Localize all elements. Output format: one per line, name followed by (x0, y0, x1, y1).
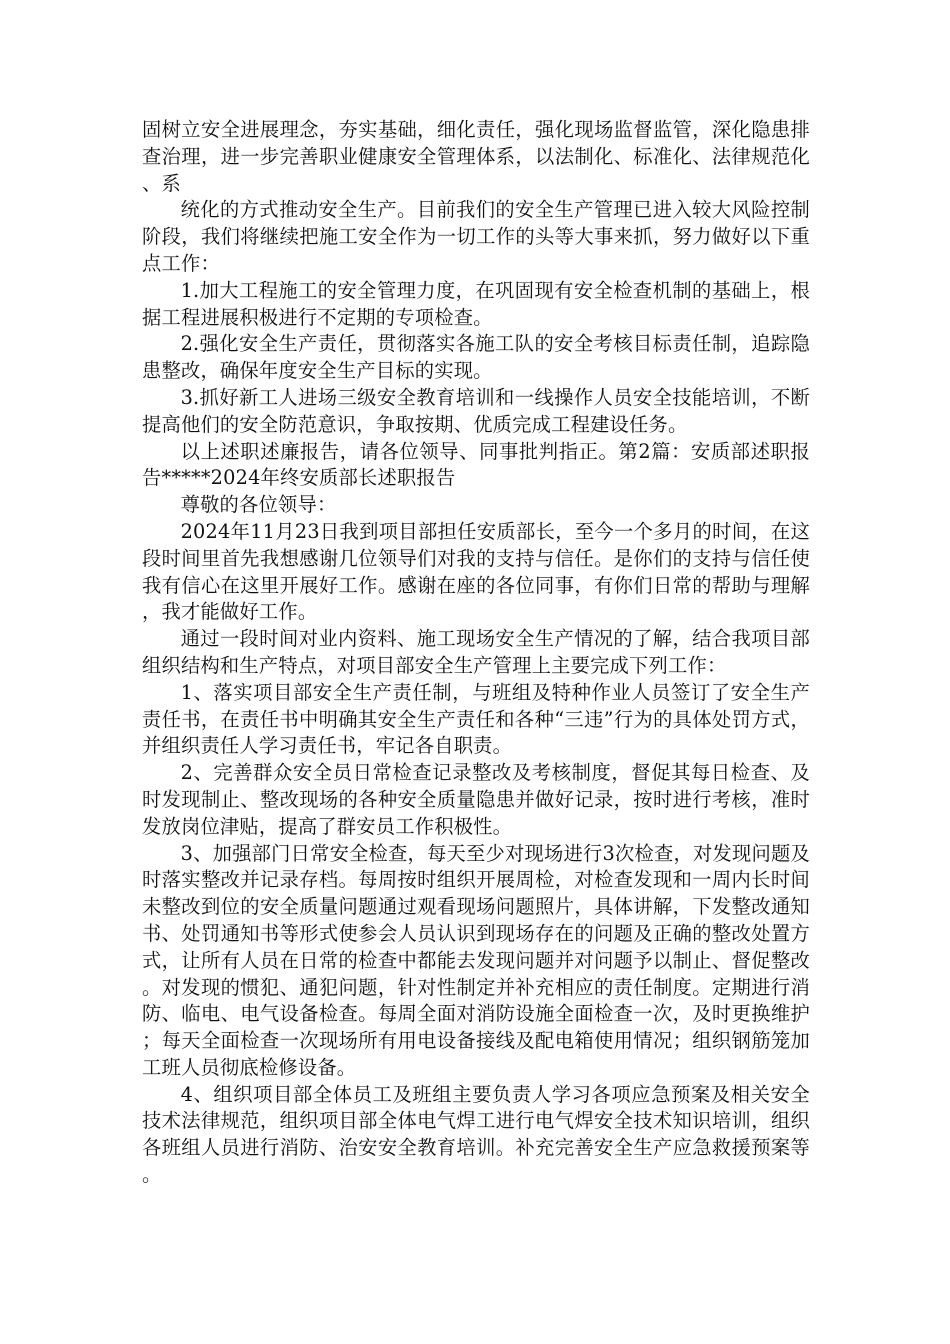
paragraph-1: 固树立安全进展理念，夯实基础，细化责任，强化现场监督监管，深化隐患排查治理，进一步完善职业健康安全管理体系，以法制化、标准化、法律规范化、系 (142, 118, 810, 195)
paragraph-3: 1.加大工程施工的安全管理力度，在巩固现有安全检查机制的基础上，根据工程进展积极进行不定期的专项检查。 (142, 278, 810, 329)
paragraph-12: 3、加强部门日常安全检查，每天至少对现场进行3次检查，对发现问题及时落实整改并记录存档。每周按时组织开展周检，对检查发现和一周内长时间未整改到位的安全质量问题通过观看现场问题照片，具体讲解，下发整改通知书、处罚通知书等形式使参会人员认识到现场存在的问题及正确的整改处置方式，让所有人员在日常的检查中都能去发现问题并对问题予以制止、督促整改。对发现的惯犯、通犯问题，针对性制定并补充相应的责任制度。定期进行消防、临电、电气设备检查。每周全面对消防设施全面检查一次，及时更换维护；每天全面检查一次现场所有用电设备接线及配电箱使用情况；组织钢筋笼加工班人员彻底检修设备。 (142, 841, 810, 1079)
paragraph-6: 以上述职述廉报告，请各位领导、同事批判指正。第2篇：安质部述职报告*****2024年终安质部长述职报告 (142, 439, 810, 490)
paragraph-9: 通过一段时间对业内资料、施工现场安全生产情况的了解，结合我项目部组织结构和生产特点，对项目部安全生产管理上主要完成下列工作： (142, 627, 810, 677)
document-body (142, 117, 810, 1189)
paragraph-8: 2024年11月23日我到项目部担任安质部长，至今一个多月的时间，在这段时间里首先我想感谢几位领导们对我的支持与信任。是你们的支持与信任使我有信心在这里开展好工作。感谢在座的各位同事，有你们日常的帮助与理解，我才能做好工作。 (142, 519, 810, 624)
paragraph-5: 3.抓好新工人进场三级安全教育培训和一线操作人员安全技能培训，不断提高他们的安全防范意识，争取按期、优质完成工程建设任务。 (142, 385, 810, 436)
paragraph-13: 4、组织项目部全体员工及班组主要负责人学习各项应急预案及相关安全技术法律规范，组织项目部全体电气焊工进行电气焊安全技术知识培训，组织各班组人员进行消防、治安安全教育培训。补充完善安全生产应急救援预案等。 (142, 1082, 810, 1187)
paragraph-11: 2、完善群众安全员日常检查记录整改及考核制度，督促其每日检查、及时发现制止、整改现场的各种安全质量隐患并做好记录，按时进行考核，准时发放岗位津贴，提高了群安员工作积极性。 (142, 761, 810, 838)
salutation: 尊敬的各位领导： (180, 493, 337, 517)
paragraph-4: 2.强化安全生产责任，贯彻落实各施工队的安全考核目标责任制，追踪隐患整改，确保年度安全生产目标的实现。 (142, 332, 810, 383)
paragraph-10: 1、落实项目部安全生产责任制，与班组及特种作业人员签订了安全生产责任书，在责任书中明确其安全生产责任和各种“三违”行为的具体处罚方式，并组织责任人学习责任书，牢记各自职责。 (142, 680, 810, 758)
paragraph-2: 统化的方式推动安全生产。目前我们的安全生产管理已进入较大风险控制阶段，我们将继续把施工安全作为一切工作的头等大事来抓，努力做好以下重点工作： (142, 198, 810, 275)
